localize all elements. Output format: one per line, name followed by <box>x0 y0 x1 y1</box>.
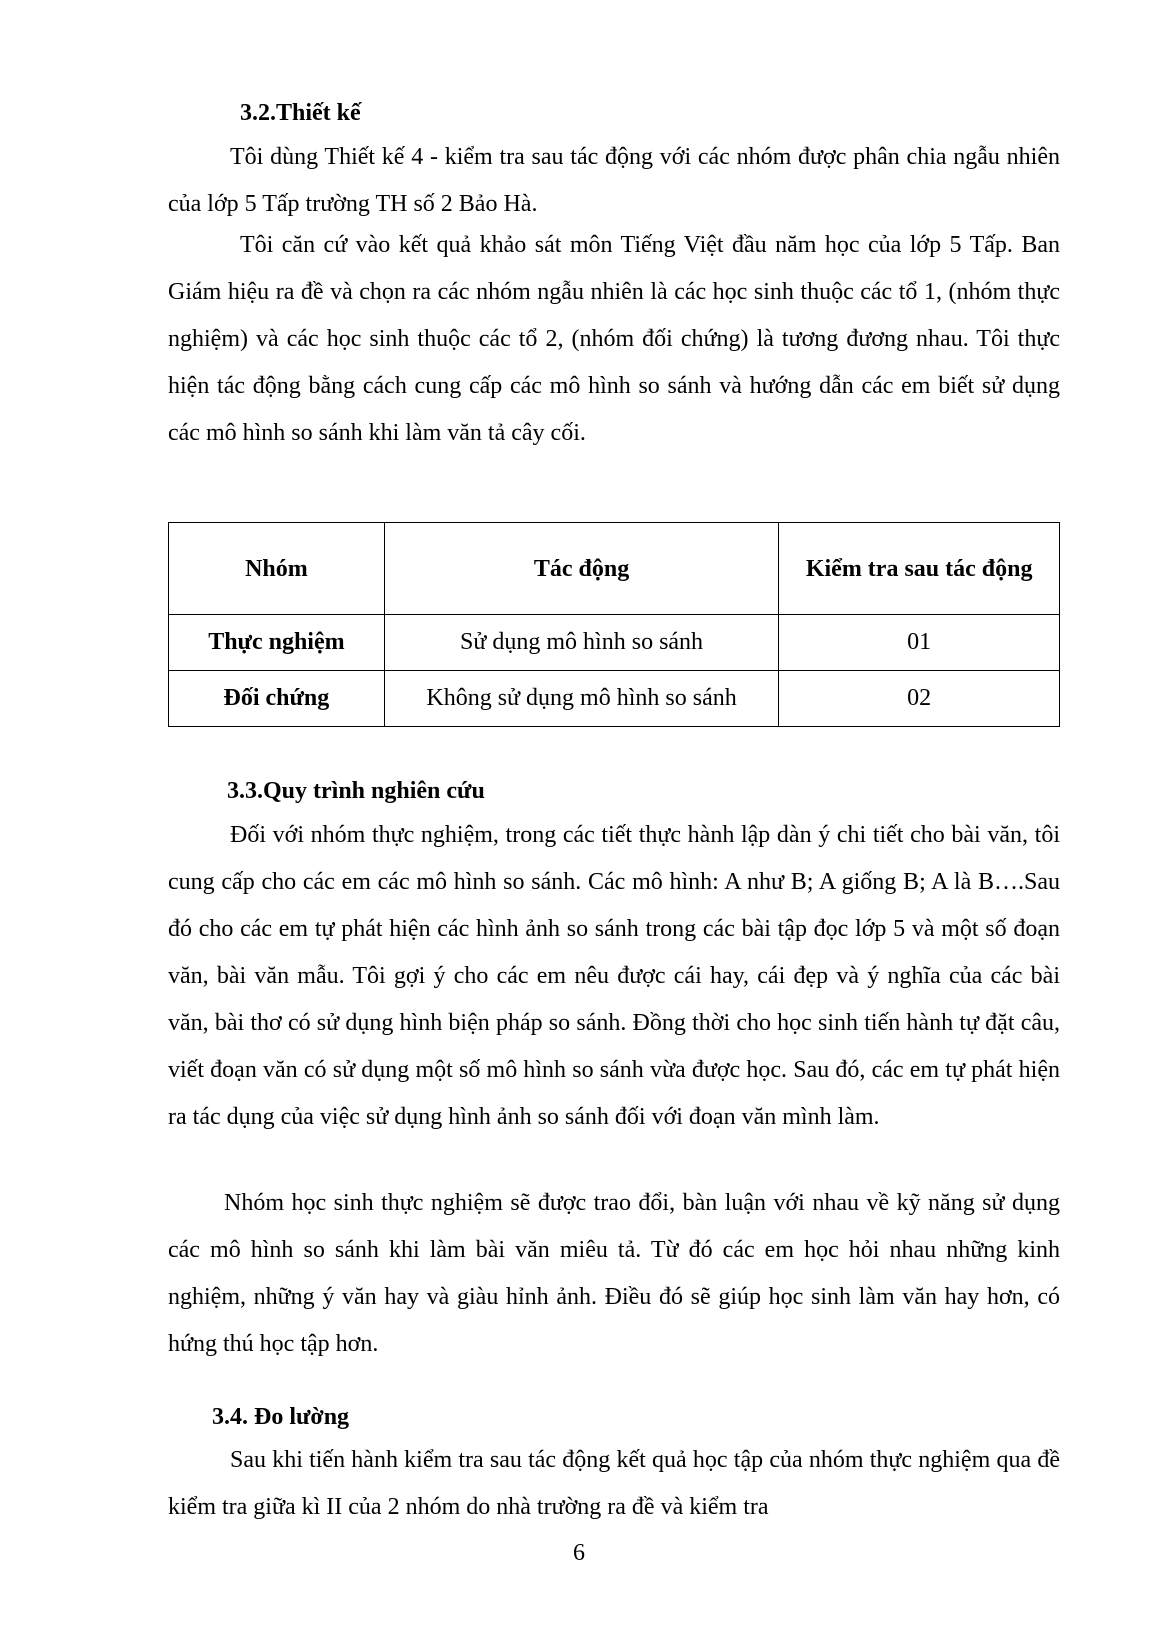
table-row <box>169 615 1060 671</box>
paragraph-design-2: Tôi căn cứ vào kết quả khảo sát môn Tiếng Việt đầu năm học của lớp 5 Tấp. Ban Giám hiệu ra đề và chọn ra các nhóm ngẫu nhiên là các học sinh thuộc các tổ 1, (nhóm thực nghiệm) và các học sinh thuộc các tổ 2, (nhóm đối chứng) là tương đương nhau. Tôi thực hiện tác động bằng cách cung cấp các mô hình so sánh và hướng dẫn các em biết sử dụng các mô hình so sánh khi làm văn tả cây cối. <box>168 232 1060 446</box>
paragraph-measurement-1: Sau khi tiến hành kiểm tra sau tác động kết quả học tập của nhóm thực nghiệm qua đề kiểm tra giữa kì II của 2 nhóm do nhà trường ra đề và kiểm tra <box>168 1447 1060 1520</box>
table-row <box>169 671 1060 727</box>
table-cell-action: Không sử dụng mô hình so sánh <box>384 671 779 727</box>
table-cell-test: 02 <box>779 671 1060 727</box>
section-heading-3-4: 3.4. Đo lường <box>212 1404 350 1430</box>
paragraph-procedure-1: Đối với nhóm thực nghiệm, trong các tiết thực hành lập dàn ý chi tiết cho bài văn, tôi cung cấp cho các em các mô hình so sánh. Các mô hình: A như B; A giống B; A là B….Sau đó cho các em tự phát hiện các hình ảnh so sánh trong các bài tập đọc lớp 5 và một số đoạn văn, bài văn mẫu. Tôi gợi ý cho các em nêu được cái hay, cái đẹp và ý nghĩa của các bài văn, bài thơ có sử dụng hình biện pháp so sánh. Đồng thời cho học sinh tiến hành tự đặt câu, viết đoạn văn có sử dụng một số mô hình so sánh vừa được học. Sau đó, các em tự phát hiện ra tác dụng của việc sử dụng hình ảnh so sánh đối với đoạn văn mình làm. <box>168 822 1060 1130</box>
page-number: 6 <box>573 1540 585 1566</box>
group-table <box>168 522 1060 727</box>
paragraph-procedure-2: Nhóm học sinh thực nghiệm sẽ được trao đổi, bàn luận với nhau về kỹ năng sử dụng các mô hình so sánh khi làm bài văn miêu tả. Từ đó các em học hỏi nhau những kinh nghiệm, những ý văn hay và giàu hỉnh ảnh. Điều đó sẽ giúp học sinh làm văn hay hơn, có hứng thú học tập hơn. <box>168 1190 1060 1357</box>
table-cell-action: Sử dụng mô hình so sánh <box>384 615 779 671</box>
paragraph-design-1: Tôi dùng Thiết kế 4 - kiểm tra sau tác động với các nhóm được phân chia ngẫu nhiên của lớp 5 Tấp trường TH số 2 Bảo Hà. <box>168 144 1060 217</box>
table-header-test: Kiểm tra sau tác động <box>779 523 1060 615</box>
section-heading-3-3: 3.3.Quy trình nghiên cứu <box>227 778 485 804</box>
table-cell-test: 01 <box>779 615 1060 671</box>
table-cell-group: Đối chứng <box>169 671 385 727</box>
table-header-row <box>169 523 1060 615</box>
table-header-action: Tác động <box>384 523 779 615</box>
table-header-group: Nhóm <box>169 523 385 615</box>
section-heading-3-2: 3.2.Thiết kế <box>240 100 361 126</box>
table-cell-group: Thực nghiệm <box>169 615 385 671</box>
